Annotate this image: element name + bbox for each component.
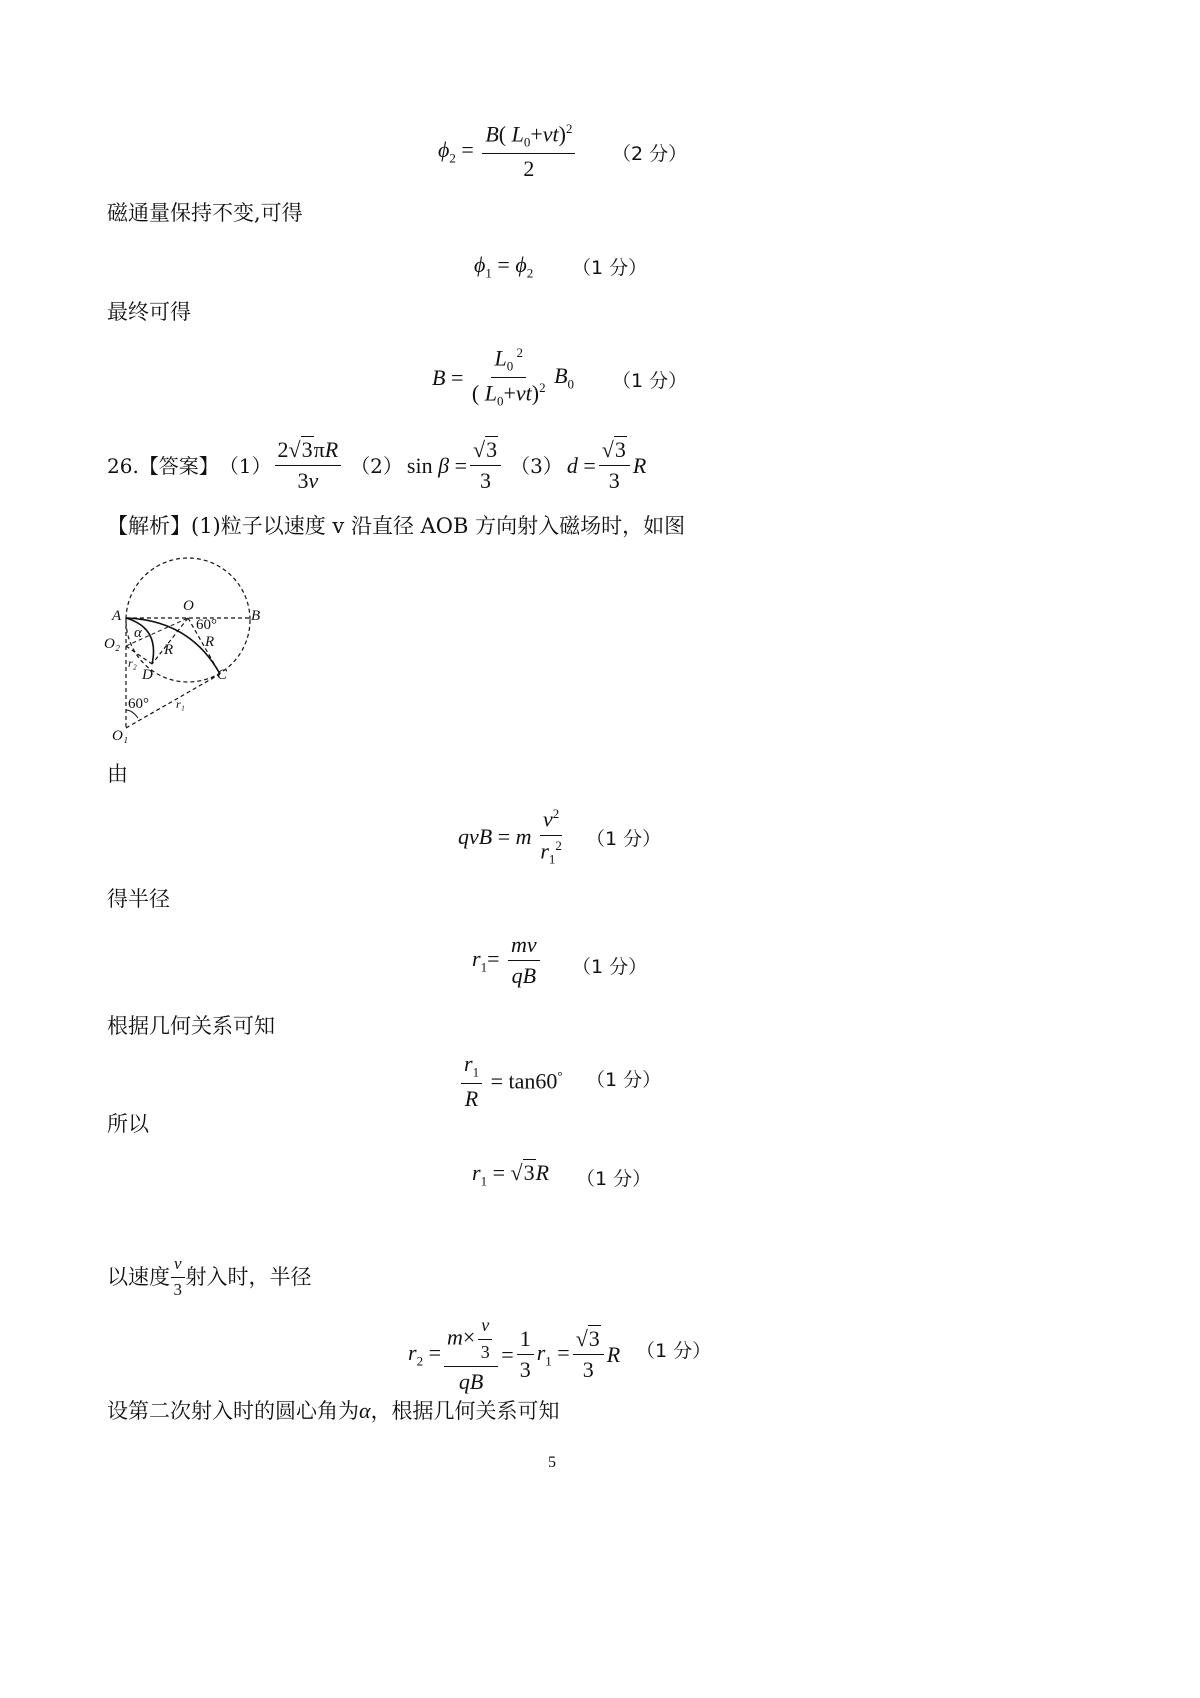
score-phi-equal: （1 分） xyxy=(572,257,648,279)
figure-label-angle-bottom: 60° xyxy=(128,696,149,712)
score-phi2: （2 分） xyxy=(612,143,688,165)
figure-label-C: C xyxy=(217,667,228,683)
equation-r1-sqrt3: $r_1 = √3R$ xyxy=(472,1160,550,1189)
alpha-text-b: ，根据几何关系可知 xyxy=(370,1399,560,1423)
figure-label-A: A xyxy=(112,608,122,624)
answer-line: 26.【答案】 （1） $\frac{2√3\pi R}{3v}$ （2） sin β = $\frac{√3}{3}$ （3） d = $\frac{√3}{3}$ R xyxy=(107,437,647,494)
text-line: 所以 xyxy=(107,1112,149,1136)
text-line: 由 xyxy=(107,762,128,786)
score-B: （1 分） xyxy=(612,370,688,392)
alpha-line xyxy=(107,1400,560,1422)
equation-phi-equal: $\phi_1 = \phi_2$ xyxy=(474,252,534,281)
velocity-text-b: 射入时，半径 xyxy=(185,1264,312,1289)
alpha-symbol: α xyxy=(359,1398,371,1423)
figure-label-angle-top: 60° xyxy=(196,617,217,633)
answer-part-1: （1） xyxy=(218,453,272,478)
figure-label-O1: O₁ xyxy=(112,728,129,744)
text-line: 磁通量保持不变,可得 xyxy=(107,201,303,225)
analysis-prefix: 【解析】 xyxy=(107,514,191,538)
score-r2: （1 分） xyxy=(636,1340,712,1362)
analysis-text: (1)粒子以速度 v 沿直径 AOB 方向射入磁场时，如图 xyxy=(191,514,686,538)
figure-label-R-right: R xyxy=(205,634,215,650)
answer-part-2: （2） xyxy=(350,453,403,478)
figure-label-r1: r₁ xyxy=(176,697,185,711)
text-line: 最终可得 xyxy=(107,300,191,324)
analysis-line xyxy=(107,516,685,537)
answer-prefix: 26.【答案】 xyxy=(107,453,219,478)
text-line: 根据几何关系可知 xyxy=(107,1014,275,1038)
equation-qvB: qvB = m $\frac{v^2}{r_1^2}$ xyxy=(458,806,562,867)
figure-label-B: B xyxy=(251,608,261,624)
equation-tan60: $\frac{r_1}{R}$ = tan60° xyxy=(458,1052,563,1111)
figure-label-D: D xyxy=(142,667,153,683)
figure-label-alpha: α xyxy=(134,625,142,641)
score-qvB: （1 分） xyxy=(586,828,662,850)
score-r1-sqrt3: （1 分） xyxy=(576,1168,652,1190)
score-tan60: （1 分） xyxy=(586,1069,662,1091)
velocity-text-a: 以速度 xyxy=(107,1264,170,1289)
text-line: 得半径 xyxy=(107,887,170,911)
alpha-text-a: 设第二次射入时的圆心角为 xyxy=(107,1399,359,1423)
figure-label-R-left: R xyxy=(164,642,174,658)
figure-label-O: O xyxy=(183,598,194,614)
page-number: 5 xyxy=(548,1454,556,1471)
equation-r1: $r_1=$ $\frac{mv}{qB}$ xyxy=(472,933,543,988)
equation-phi2: $\phi_2$ = $\frac{B( L_0+vt)^2}{2}$ xyxy=(438,122,578,181)
figure-label-r2: r₂ xyxy=(128,656,137,670)
equation-r2: $r_2$ = m× $\frac{v}{3}$ qB = $\frac{1}{3}$ $r_1$ = $\frac{√3}{3}$ R xyxy=(408,1315,621,1394)
figure-label-O2: O₂ xyxy=(104,636,121,652)
score-r1: （1 分） xyxy=(572,956,648,978)
answer-part-3: （3） xyxy=(510,453,563,478)
magnetic-field-figure xyxy=(100,550,280,750)
equation-B: B = $\frac{L_0 ^2}{( L_0+vt)^2}$ $B_0$ xyxy=(432,345,575,409)
velocity-line: 以速度 $\frac{v}{3}$ 射入时，半径 xyxy=(107,1254,312,1299)
